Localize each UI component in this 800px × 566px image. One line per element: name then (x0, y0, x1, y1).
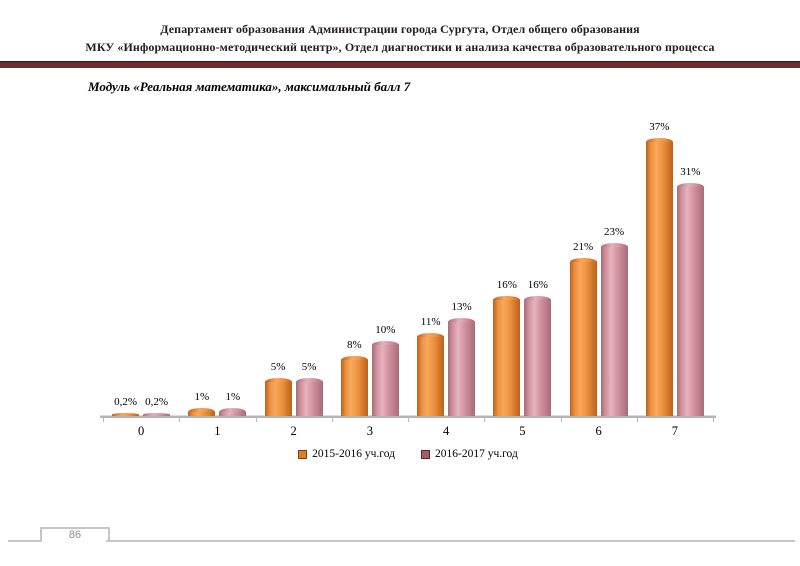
bar-series1-cat-5 (493, 296, 520, 416)
bar-cylinder-body (646, 142, 673, 416)
bar-series2-cat-7 (677, 183, 704, 416)
bar-data-label: 5% (301, 361, 317, 373)
bar-cylinder-body (493, 300, 520, 416)
x-axis-tick (561, 418, 562, 422)
bar-data-label: 11% (420, 316, 441, 328)
bar-data-label: 37% (649, 121, 670, 133)
bar-series1-cat-1 (188, 408, 215, 416)
legend-label-series1: 2015-2016 уч.год (312, 448, 395, 460)
bar-series2-cat-1 (219, 408, 246, 416)
bar-series2-cat-0 (143, 413, 170, 416)
bar-cylinder-body (112, 415, 139, 416)
bar-cylinder-body (601, 247, 628, 416)
x-axis-label-7: 7 (671, 424, 678, 438)
bar-cylinder-body (341, 360, 368, 416)
x-axis-label-2: 2 (290, 424, 297, 438)
bar-cylinder-body (188, 412, 215, 416)
x-axis-tick (103, 418, 104, 422)
bar-cylinder-body (417, 337, 444, 416)
bar-series1-cat-0 (112, 413, 139, 416)
x-axis-label-4: 4 (443, 424, 450, 438)
bar-series2-cat-6 (601, 243, 628, 416)
x-axis-tick (484, 418, 485, 422)
bar-series2-cat-2 (296, 378, 323, 416)
bar-cylinder-body (372, 345, 399, 416)
footer-rule-left (8, 540, 40, 542)
x-axis-tick (332, 418, 333, 422)
page-number: 86 (68, 529, 82, 541)
footer-rule-right (106, 540, 795, 542)
bar-cylinder-body (296, 382, 323, 416)
bar-data-label: 23% (604, 226, 625, 238)
bar-data-label: 13% (451, 301, 472, 313)
bar-data-label: 10% (375, 324, 396, 336)
x-axis-tick (256, 418, 257, 422)
bar-series2-cat-5 (524, 296, 551, 416)
bar-cylinder-body (143, 415, 170, 416)
bar-data-label: 16% (527, 279, 548, 291)
bar-data-label: 0,2% (114, 396, 138, 408)
bar-series2-cat-3 (372, 341, 399, 416)
bar-cylinder-body (448, 322, 475, 416)
bar-data-label: 21% (573, 241, 594, 253)
x-axis-label-5: 5 (519, 424, 526, 438)
bar-data-label: 8% (347, 339, 362, 351)
bar-series1-cat-4 (417, 333, 444, 416)
header-line-2: МКУ «Информационно-методический центр», Отдел диагностики и анализа качества образовательного процесса (85, 40, 715, 54)
bar-series1-cat-2 (265, 378, 292, 416)
bar-series1-cat-7 (646, 138, 673, 416)
x-axis-label-1: 1 (214, 424, 221, 438)
x-axis-label-3: 3 (366, 424, 373, 438)
bar-series1-cat-6 (570, 258, 597, 416)
bar-data-label: 31% (680, 166, 701, 178)
bar-chart (103, 108, 713, 468)
legend-swatch-series2 (421, 450, 430, 459)
bar-series2-cat-4 (448, 318, 475, 416)
x-axis-label-6: 6 (595, 424, 602, 438)
bar-cylinder-body (570, 262, 597, 416)
header-line-1: Департамент образования Администрации города Сургута, Отдел общего образования (160, 22, 640, 36)
legend-swatch-series1 (298, 450, 307, 459)
legend-item-series1 (298, 448, 395, 460)
bar-data-label: 1% (194, 391, 210, 403)
bar-data-label: 1% (225, 391, 241, 403)
x-axis-label-0: 0 (138, 424, 145, 438)
bar-cylinder-body (265, 382, 292, 416)
x-axis-tick (408, 418, 409, 422)
chart-legend (103, 446, 713, 462)
x-axis-tick (179, 418, 180, 422)
bar-cylinder-body (219, 412, 246, 416)
x-axis-tick (637, 418, 638, 422)
page-number-tab (40, 527, 110, 542)
bar-data-label: 16% (496, 279, 517, 291)
bar-series1-cat-3 (341, 356, 368, 416)
bar-cylinder-body (524, 300, 551, 416)
plot-area (103, 108, 713, 418)
bar-cylinder-body (677, 187, 704, 416)
x-axis-tick (713, 418, 714, 422)
bar-data-label: 0,2% (145, 396, 169, 408)
chart-title: Модуль «Реальная математика», максимальный балл 7 (88, 79, 411, 94)
bar-data-label: 5% (270, 361, 286, 373)
legend-label-series2: 2016-2017 уч.год (435, 448, 518, 460)
legend-item-series2 (421, 448, 518, 460)
header-divider-band (0, 61, 800, 68)
